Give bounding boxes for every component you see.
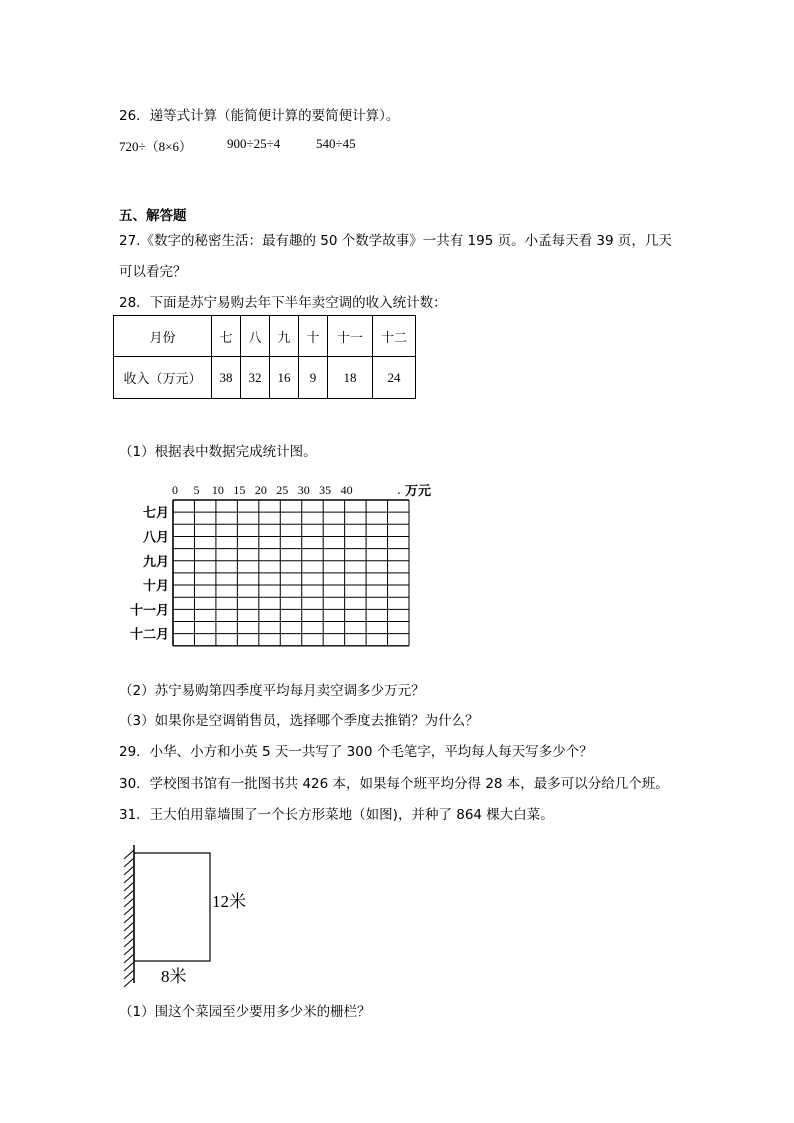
- q27-line1: 27.《数字的秘密生活：最有趣的 50 个数学故事》一共有 195 页。小孟每天看 39 页，几天: [119, 233, 672, 249]
- hatch-mark: [124, 930, 134, 939]
- table-header-cell: 七: [212, 316, 241, 357]
- q30-text: 30．学校图书馆有一批图书共 426 本，如果每个班平均分得 28 本，最多可以分给几个班。: [119, 776, 669, 792]
- unit-label: 万元: [405, 484, 432, 499]
- x-tick-label: 15: [233, 483, 246, 497]
- category-label: 八月: [142, 530, 169, 546]
- q26-title: 26．递等式计算（能简便计算的要简便计算）。: [119, 108, 400, 124]
- x-tick-label: 40: [340, 483, 353, 497]
- q28-title: 28．下面是苏宁易购去年下半年卖空调的收入统计数：: [119, 295, 447, 311]
- wall-hatching: [124, 850, 134, 987]
- table-header-cell: 十: [299, 316, 328, 357]
- table-header-cell: 九: [270, 316, 299, 357]
- table-cell: 38: [212, 357, 241, 399]
- x-tick-label: 25: [276, 483, 289, 497]
- x-tick-label: 35: [319, 483, 332, 497]
- height-label: 12米: [212, 892, 246, 911]
- hatch-mark: [124, 978, 134, 987]
- category-label: 十一月: [129, 603, 169, 619]
- hatch-mark: [124, 938, 134, 947]
- hatch-mark: [124, 882, 134, 891]
- table-cell: 16: [270, 357, 299, 399]
- table-header-cell: 月份: [114, 316, 212, 357]
- table-header-cell: 十一: [328, 316, 373, 357]
- hatch-mark: [124, 946, 134, 955]
- q31-title: 31．王大伯用靠墙围了一个长方形菜地（如图)，并种了 864 棵大白菜。: [119, 807, 554, 823]
- hatch-mark: [124, 954, 134, 963]
- x-tick-label: 5: [193, 483, 200, 497]
- q27-line2: 可以看完？: [119, 264, 187, 280]
- hatch-mark: [124, 858, 134, 867]
- category-label: 十二月: [129, 627, 169, 643]
- q26-expr-3: 540÷45: [316, 136, 356, 151]
- hatch-mark: [124, 850, 134, 859]
- table-cell: 24: [373, 357, 416, 399]
- category-label: 九月: [142, 554, 169, 570]
- q28-sub1: （1）根据表中数据完成统计图。: [119, 444, 317, 460]
- table-cell: 收入（万元）: [114, 357, 212, 399]
- hatch-mark: [124, 922, 134, 931]
- hatch-mark: [124, 866, 134, 875]
- hatch-mark: [124, 970, 134, 979]
- hatch-mark: [124, 890, 134, 899]
- q28-sub3: （3）如果你是空调销售员，选择哪个季度去推销？为什么？: [119, 713, 479, 729]
- x-tick-label: 30: [297, 483, 310, 497]
- category-label: 十月: [142, 579, 169, 595]
- q26-expr-2: 900÷25÷4: [227, 136, 281, 151]
- category-label: 七月: [142, 506, 169, 522]
- q26-expr-1: 720÷（8×6）: [119, 139, 192, 154]
- q29-text: 29．小华、小方和小英 5 天一共写了 300 个毛笔字，平均每人每天写多少个？: [119, 744, 593, 760]
- hatch-mark: [124, 898, 134, 907]
- hatch-mark: [124, 914, 134, 923]
- width-label: 8米: [161, 967, 187, 986]
- x-tick-label: 20: [254, 483, 267, 497]
- table-header-cell: 十二: [373, 316, 416, 357]
- table-cell: 9: [299, 357, 328, 399]
- q28-sub2: （2）苏宁易购第四季度平均每月卖空调多少万元？: [119, 683, 425, 699]
- hatch-mark: [124, 906, 134, 915]
- table-cell: 18: [328, 357, 373, 399]
- table-header-cell: 八: [241, 316, 270, 357]
- x-tick-label: 0: [172, 483, 178, 497]
- table-cell: 32: [241, 357, 270, 399]
- garden-rectangle: [134, 853, 210, 961]
- hatch-mark: [124, 874, 134, 883]
- section-heading: 五、解答题: [119, 208, 187, 224]
- unit-dot: .: [397, 483, 401, 497]
- x-tick-label: 10: [211, 483, 224, 497]
- q31-sub1: （1）围这个菜园至少要用多少米的栅栏？: [119, 1004, 371, 1020]
- hatch-mark: [124, 962, 134, 971]
